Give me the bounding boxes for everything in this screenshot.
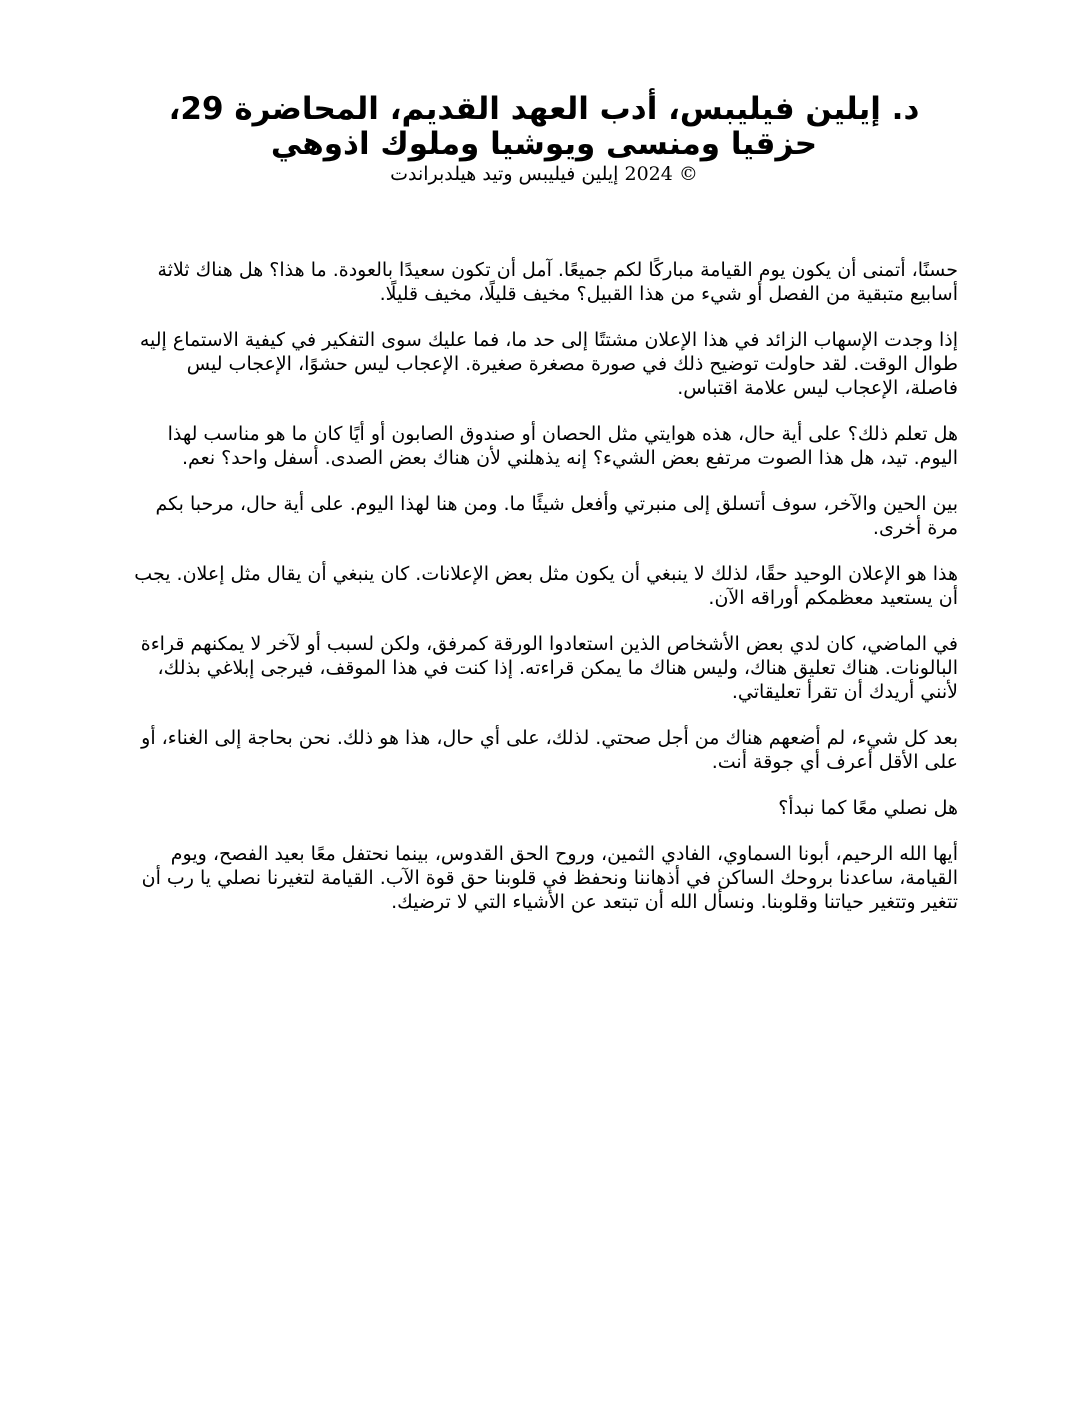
document-body xyxy=(130,258,958,936)
paragraph: أيها الله الرحيم، أبونا السماوي، الفادي الثمين، وروح الحق القدوس، بينما نحتفل معًا بعيد الفصح، ويوم القيامة، ساعدنا بروحك الساكن في أذهاننا ونحفظ في قلوبنا حق قوة الآب. القيامة لتغيرنا نصلي يا رب أن تتغير وتتغير حياتنا وقلوبنا. ونسأل الله أن تبتعد عن الأشياء التي لا ترضيك. xyxy=(141,843,958,913)
document-header xyxy=(130,92,958,186)
paragraph: هذا هو الإعلان الوحيد حقًا، لذلك لا ينبغي أن يكون مثل بعض الإعلانات. كان ينبغي أن يقال مثل إعلان. يجب أن يستعيد معظمكم أوراقه الآن. xyxy=(134,563,958,609)
copyright-line: © 2024 إيلين فيليبس وتيد هيلدبراندت xyxy=(390,163,698,185)
paragraph: هل تعلم ذلك؟ على أية حال، هذه هوايتي مثل الحصان أو صندوق الصابون أو أيًا كان ما هو مناسب لهذا اليوم. تيد، هل هذا الصوت مرتفع بعض الشيء؟ إنه يذهلني لأن هناك بعض الصدى. أسفل واحد؟ نعم. xyxy=(167,423,958,469)
document-title: د. إيلين فيليبس، أدب العهد القديم، المحاضرة 29، حزقيا ومنسى ويوشيا وملوك اذوهي xyxy=(168,91,920,162)
paragraph: في الماضي، كان لدي بعض الأشخاص الذين استعادوا الورقة كمرفق، ولكن لسبب أو لآخر لا يمكنهم قراءة البالونات. هناك تعليق هناك، وليس هناك ما يمكن قراءته. إذا كنت في هذا الموقف، فيرجى إبلاغي بذلك، لأنني أريدك أن تقرأ تعليقاتي. xyxy=(140,633,958,703)
paragraph: بعد كل شيء، لم أضعهم هناك من أجل صحتي. لذلك، على أي حال، هذا هو ذلك. نحن بحاجة إلى الغناء، أو على الأقل أعرف أي جوقة أنت. xyxy=(141,727,958,773)
paragraph: هل نصلي معًا كما نبدأ؟ xyxy=(778,797,958,819)
paragraph: بين الحين والآخر، سوف أتسلق إلى منبرتي وأفعل شيئًا ما. ومن هنا لهذا اليوم. على أية حال، مرحبا بكم مرة أخرى. xyxy=(155,493,958,539)
paragraph: حسنًا، أتمنى أن يكون يوم القيامة مباركًا لكم جميعًا. آمل أن تكون سعيدًا بالعودة. ما هذا؟ هل هناك ثلاثة أسابيع متبقية من الفصل أو شيء من هذا القبيل؟ مخيف قليلًا، مخيف قليلًا. xyxy=(157,259,958,305)
paragraph: إذا وجدت الإسهاب الزائد في هذا الإعلان مشتتًا إلى حد ما، فما عليك سوى التفكير في كيفية الاستماع إليه طوال الوقت. لقد حاولت توضيح ذلك في صورة مصغرة صغيرة. الإعجاب ليس حشوًا، الإعجاب ليس فاصلة، الإعجاب ليس علامة اقتباس. xyxy=(139,329,958,399)
